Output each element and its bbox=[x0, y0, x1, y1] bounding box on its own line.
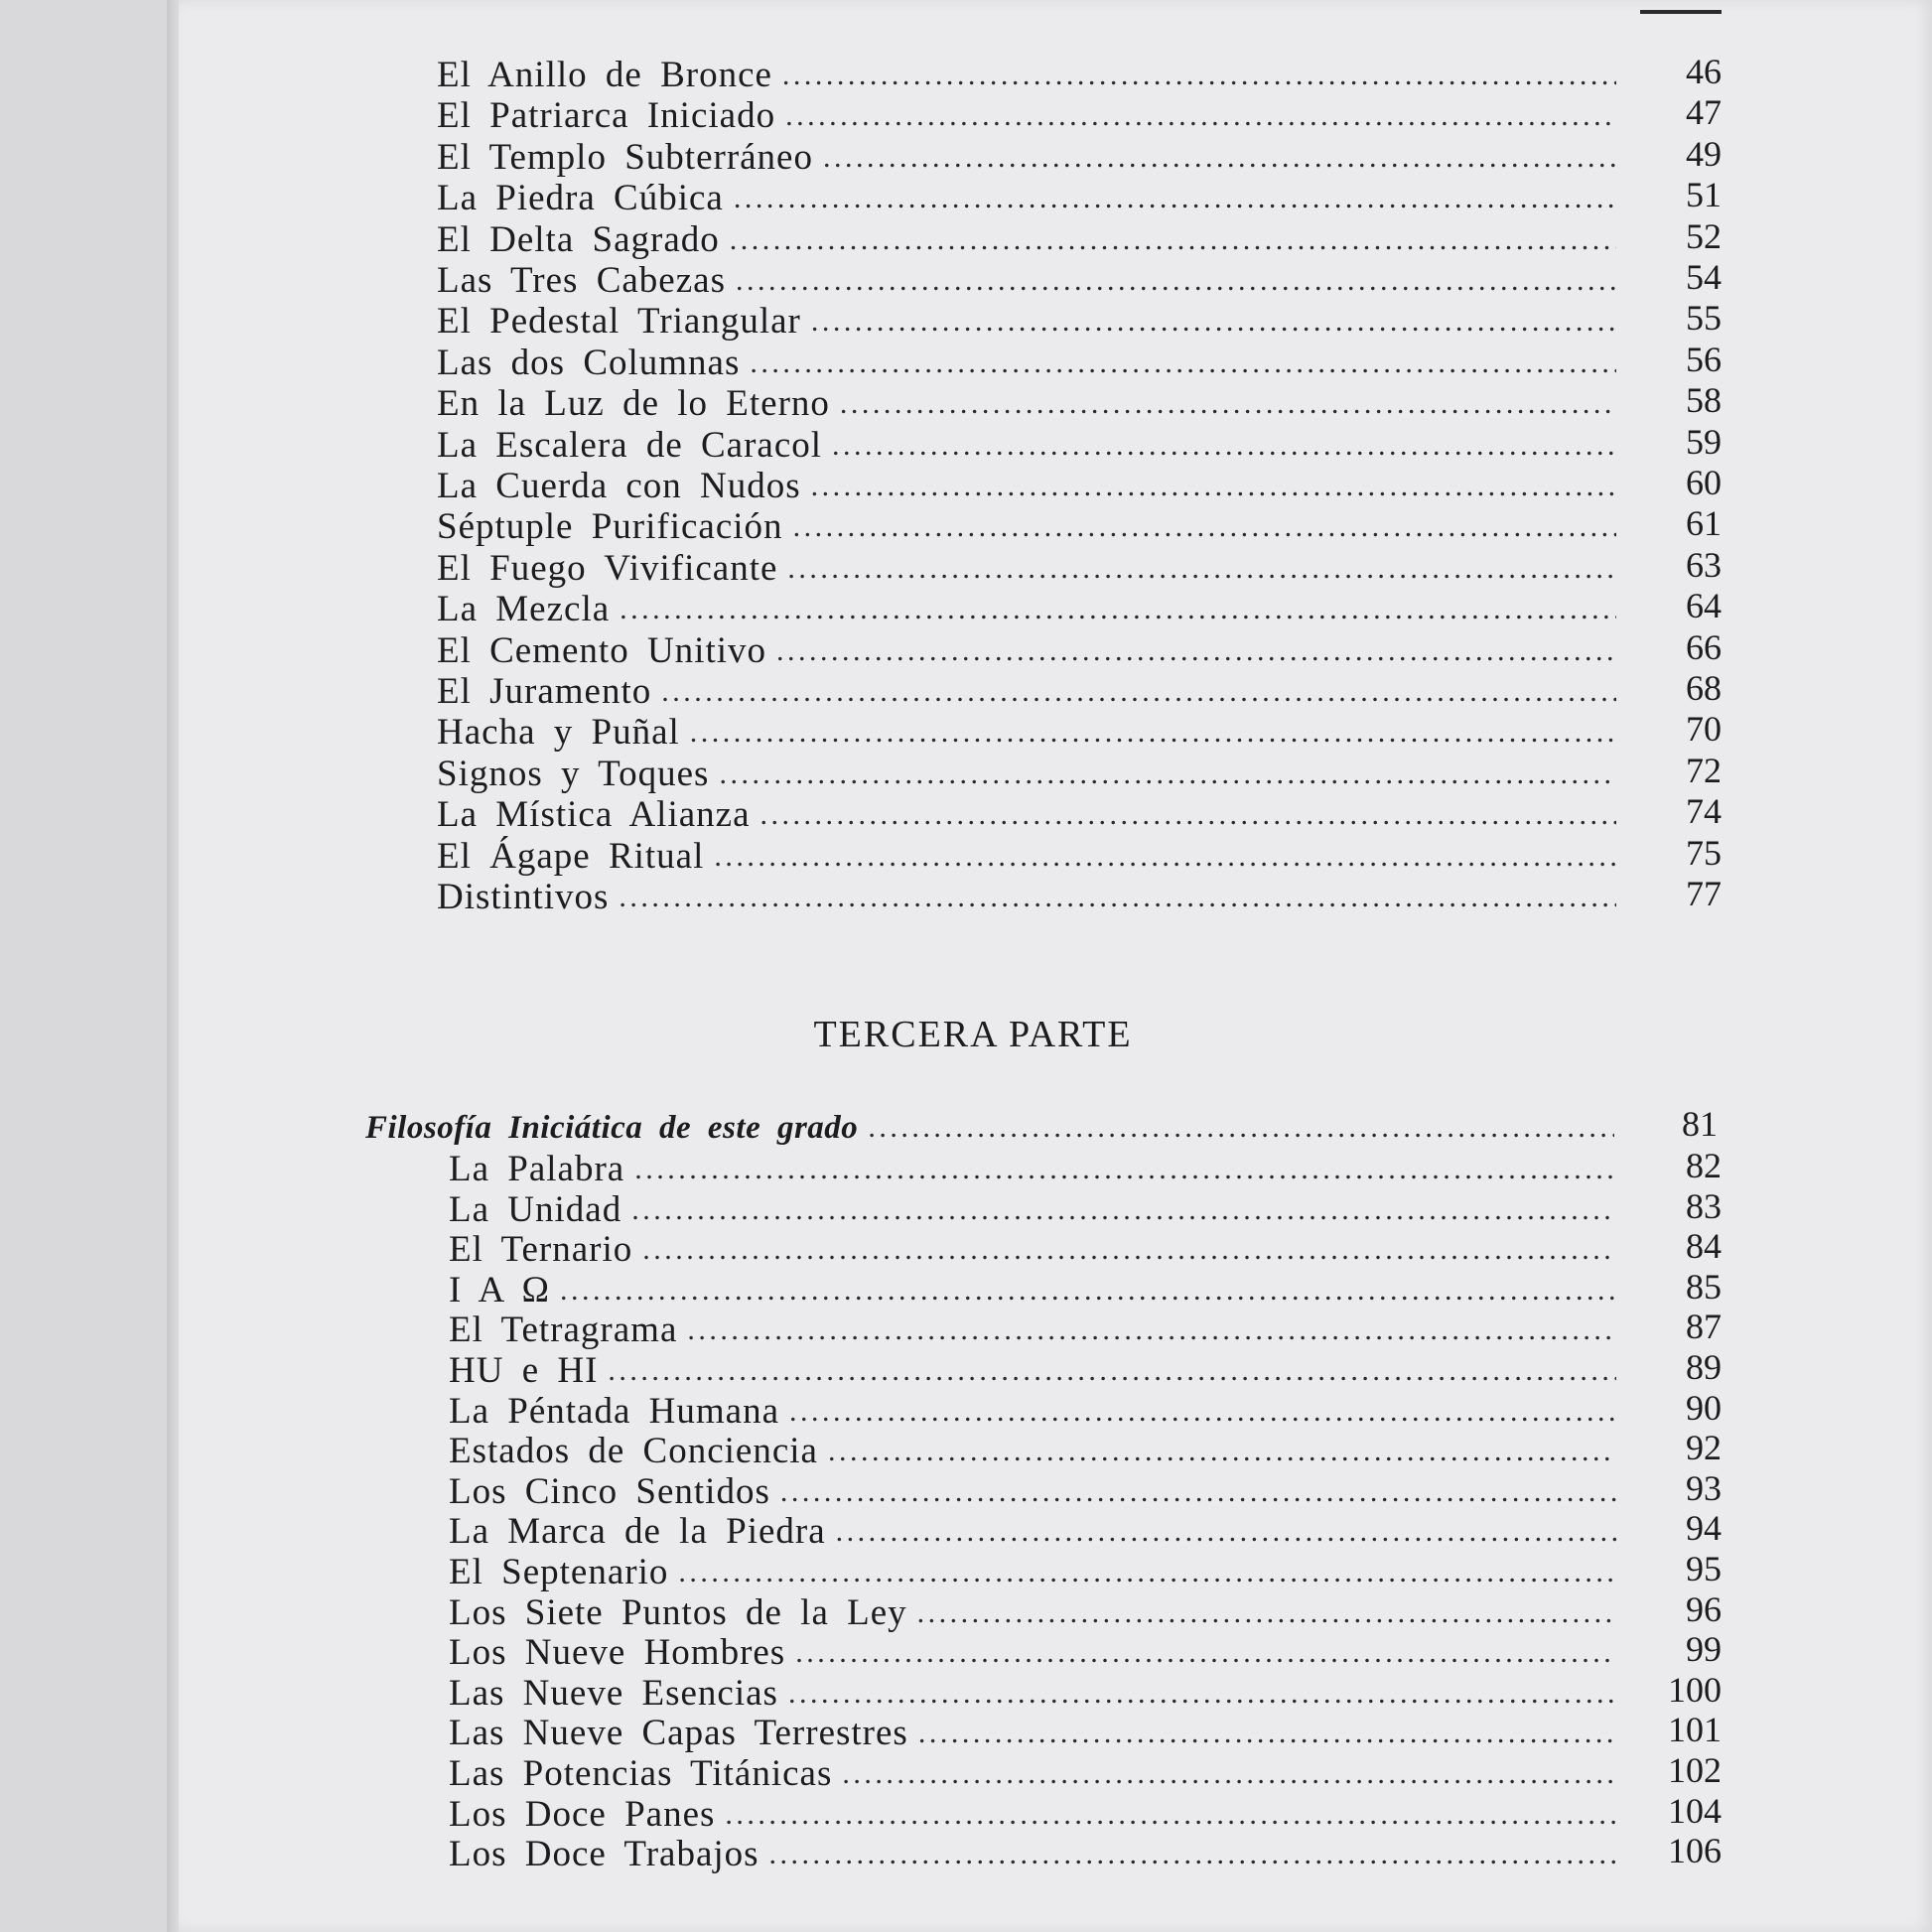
toc-leader-dots bbox=[793, 507, 1616, 547]
toc-leader-dots bbox=[608, 1351, 1616, 1391]
toc-entry bbox=[449, 1230, 1616, 1270]
toc-leader-dots bbox=[868, 1108, 1614, 1148]
toc-leader-dots bbox=[620, 590, 1616, 629]
toc-entry-page: 66 bbox=[1686, 626, 1722, 667]
toc-entry-page: 99 bbox=[1686, 1629, 1722, 1670]
toc-entry bbox=[449, 1271, 1616, 1311]
toc-entry-title: La Unidad bbox=[449, 1188, 622, 1230]
toc-entry-page: 106 bbox=[1668, 1831, 1722, 1871]
toc-entry bbox=[437, 302, 1616, 342]
toc-entry bbox=[449, 1674, 1616, 1714]
toc-entry-title: El Ágape Ritual bbox=[437, 835, 705, 877]
toc-entry-title: La Piedra Cúbica bbox=[437, 178, 724, 219]
toc-entry bbox=[437, 713, 1616, 753]
toc-entry-page: 94 bbox=[1686, 1508, 1722, 1549]
toc-entry-title: El Juramento bbox=[437, 671, 652, 712]
toc-entry-page: 74 bbox=[1686, 791, 1722, 832]
toc-leader-dots bbox=[787, 549, 1616, 589]
toc-entry-title: La Mística Alianza bbox=[437, 794, 751, 836]
toc-entry bbox=[449, 1472, 1616, 1512]
toc-leader-dots bbox=[769, 1835, 1616, 1874]
toc-entry bbox=[437, 755, 1616, 794]
toc-leader-dots bbox=[811, 302, 1616, 342]
toc-leader-dots bbox=[828, 1432, 1616, 1471]
toc-entry bbox=[437, 220, 1616, 260]
toc-leader-dots bbox=[750, 344, 1616, 383]
toc-entry-page: 85 bbox=[1686, 1266, 1722, 1307]
toc-entry-title: El Patriarca Iniciado bbox=[437, 95, 776, 137]
toc-entry-page: 46 bbox=[1686, 52, 1722, 91]
toc-leader-dots bbox=[840, 384, 1616, 424]
toc-entry-page: 61 bbox=[1686, 503, 1722, 544]
toc-leader-dots bbox=[687, 1311, 1616, 1350]
toc-entry bbox=[437, 878, 1616, 917]
toc-entry-title: El Cemento Unitivo bbox=[437, 629, 767, 671]
toc-entry-title: Los Doce Panes bbox=[449, 1793, 716, 1835]
toc-entry-title: Las Tres Cabezas bbox=[437, 260, 726, 301]
toc-entry-page: 92 bbox=[1686, 1428, 1722, 1468]
toc-leader-dots bbox=[917, 1593, 1616, 1633]
toc-entry-page: 96 bbox=[1686, 1588, 1722, 1629]
toc-entry-title: La Escalera de Caracol bbox=[437, 424, 823, 466]
toc-entry-title: Signos y Toques bbox=[437, 753, 710, 794]
toc-entry bbox=[449, 1150, 1616, 1189]
toc-entry-title: La Marca de la Piedra bbox=[449, 1511, 826, 1553]
toc-entry-title: Séptuple Purificación bbox=[437, 506, 783, 548]
toc-entry bbox=[437, 344, 1616, 383]
toc-entry bbox=[449, 1754, 1616, 1794]
toc-entry bbox=[437, 96, 1616, 136]
toc-entry-title: Las Nueve Esencias bbox=[449, 1672, 778, 1714]
toc-entry-title: Las Nueve Capas Terrestres bbox=[449, 1713, 908, 1754]
toc-leader-dots bbox=[634, 1150, 1616, 1189]
toc-entry bbox=[437, 467, 1616, 506]
toc-entry-page: 77 bbox=[1686, 874, 1722, 913]
toc-leader-dots bbox=[560, 1271, 1616, 1311]
toc-entry bbox=[437, 795, 1616, 835]
toc-entry bbox=[449, 1392, 1616, 1432]
toc-entry-title: La Mezcla bbox=[437, 589, 611, 630]
toc-entry bbox=[449, 1593, 1616, 1633]
toc-entry-page: 51 bbox=[1686, 175, 1722, 215]
toc-entry-page: 104 bbox=[1668, 1790, 1722, 1831]
toc-leader-dots bbox=[780, 1472, 1616, 1512]
toc-entry-title: Hacha y Puñal bbox=[437, 712, 680, 754]
toc-entry bbox=[449, 1512, 1616, 1552]
toc-leader-dots bbox=[832, 426, 1616, 466]
toc-entry-title: El Septenario bbox=[449, 1552, 669, 1592]
toc-entry bbox=[437, 426, 1616, 466]
toc-leader-dots bbox=[789, 1392, 1616, 1432]
toc-entry bbox=[437, 631, 1616, 671]
toc-entry-page: 52 bbox=[1686, 215, 1722, 256]
toc-entry-page: 56 bbox=[1686, 339, 1722, 379]
toc-leader-dots bbox=[788, 1674, 1616, 1714]
toc-entry-title: Los Siete Puntos de la Ley bbox=[449, 1591, 907, 1633]
toc-entry-page: 55 bbox=[1686, 298, 1722, 339]
toc-entry-page: 59 bbox=[1686, 421, 1722, 462]
toc-leader-dots bbox=[725, 1795, 1616, 1835]
toc-entry bbox=[449, 1553, 1616, 1592]
toc-leader-dots bbox=[842, 1754, 1616, 1794]
toc-entry-title: Distintivos bbox=[437, 877, 610, 917]
toc-entry-title: I A Ω bbox=[449, 1269, 550, 1311]
toc-entry bbox=[437, 549, 1616, 589]
toc-entry-page: 87 bbox=[1686, 1307, 1722, 1347]
toc-intro-title: Filosofía Iniciática de este grado bbox=[365, 1110, 859, 1146]
toc-entry-title: El Pedestal Triangular bbox=[437, 301, 801, 343]
toc-entry bbox=[437, 384, 1616, 424]
toc-entry bbox=[437, 56, 1616, 95]
toc-leader-dots bbox=[730, 220, 1616, 260]
toc-entry bbox=[437, 590, 1616, 629]
toc-leader-dots bbox=[782, 56, 1616, 95]
toc-entry-page: 93 bbox=[1686, 1467, 1722, 1508]
toc-entry-title: HU e HI bbox=[449, 1350, 599, 1391]
toc-entry-page: 47 bbox=[1686, 92, 1722, 133]
toc-entry-title: El Delta Sagrado bbox=[437, 218, 720, 260]
toc-entry-title: Estados de Conciencia bbox=[449, 1431, 818, 1472]
toc-entry-page: 101 bbox=[1668, 1710, 1722, 1750]
toc-entry-page: 63 bbox=[1686, 544, 1722, 585]
toc-entry-title: El Ternario bbox=[449, 1229, 633, 1271]
toc-leader-dots bbox=[785, 96, 1616, 136]
toc-entry-title: En la Luz de lo Eterno bbox=[437, 383, 830, 425]
toc-intro-row bbox=[365, 1108, 1614, 1148]
toc-entry-page: 54 bbox=[1686, 257, 1722, 297]
toc-leader-dots bbox=[795, 1633, 1616, 1673]
toc-entry-page: 75 bbox=[1686, 832, 1722, 873]
toc-entry-page: 100 bbox=[1668, 1669, 1722, 1710]
toc-entry bbox=[449, 1835, 1616, 1874]
toc-entry-title: Los Doce Trabajos bbox=[449, 1834, 759, 1875]
toc-entry bbox=[449, 1633, 1616, 1673]
toc-entry-page: 83 bbox=[1686, 1185, 1722, 1226]
toc-entry bbox=[449, 1795, 1616, 1835]
corner-rule bbox=[1640, 10, 1722, 14]
toc-entry-page: 58 bbox=[1686, 380, 1722, 421]
toc-leader-dots bbox=[760, 795, 1616, 835]
toc-entry bbox=[437, 138, 1616, 178]
toc-entry bbox=[437, 507, 1616, 547]
toc-leader-dots bbox=[836, 1512, 1616, 1552]
toc-entry-page: 72 bbox=[1686, 750, 1722, 790]
toc-entry-title: Las Potencias Titánicas bbox=[449, 1753, 833, 1794]
toc-entry-page: 102 bbox=[1668, 1750, 1722, 1790]
toc-entry-page: 90 bbox=[1686, 1387, 1722, 1428]
toc-leader-dots bbox=[734, 179, 1616, 218]
toc-entry bbox=[449, 1351, 1616, 1391]
toc-entry-title: El Anillo de Bronce bbox=[437, 55, 772, 95]
toc-leader-dots bbox=[631, 1190, 1616, 1230]
toc-leader-dots bbox=[736, 261, 1616, 301]
toc-entry-page: 89 bbox=[1686, 1347, 1722, 1387]
toc-entry bbox=[449, 1714, 1616, 1753]
toc-entry-title: La Péntada Humana bbox=[449, 1390, 779, 1432]
toc-entry bbox=[449, 1432, 1616, 1471]
toc-entry-page: 82 bbox=[1686, 1146, 1722, 1185]
toc-entry bbox=[437, 837, 1616, 877]
toc-leader-dots bbox=[690, 713, 1616, 753]
toc-entry-page: 60 bbox=[1686, 463, 1722, 502]
toc-leader-dots bbox=[678, 1553, 1616, 1592]
toc-entry-page: 68 bbox=[1686, 668, 1722, 708]
toc-entry-title: El Tetragrama bbox=[449, 1310, 678, 1351]
toc-leader-dots bbox=[661, 672, 1616, 712]
toc-leader-dots bbox=[714, 837, 1616, 877]
toc-leader-dots bbox=[823, 138, 1616, 178]
toc-entry bbox=[437, 672, 1616, 712]
toc-entry-title: Los Cinco Sentidos bbox=[449, 1470, 770, 1512]
toc-entry-page: 64 bbox=[1686, 586, 1722, 626]
toc-entry-title: La Cuerda con Nudos bbox=[437, 466, 801, 506]
toc-entry bbox=[449, 1190, 1616, 1230]
toc-entry bbox=[449, 1311, 1616, 1350]
toc-leader-dots bbox=[776, 631, 1616, 671]
toc-entry-title: Los Nueve Hombres bbox=[449, 1632, 786, 1674]
toc-entry-page: 84 bbox=[1686, 1226, 1722, 1267]
toc-leader-dots bbox=[918, 1714, 1616, 1753]
toc-entry-title: El Templo Subterráneo bbox=[437, 136, 813, 178]
toc-entry-title: La Palabra bbox=[449, 1149, 625, 1189]
toc-entry bbox=[437, 261, 1616, 301]
toc-leader-dots bbox=[619, 878, 1616, 917]
section-heading: TERCERA PARTE bbox=[813, 1014, 1133, 1055]
toc-leader-dots bbox=[811, 467, 1616, 506]
toc-entry-title: El Fuego Vivificante bbox=[437, 547, 778, 589]
toc-entry-page: 49 bbox=[1686, 133, 1722, 174]
toc-entry-page: 95 bbox=[1686, 1549, 1722, 1588]
toc-leader-dots bbox=[719, 755, 1616, 794]
toc-entry-page: 70 bbox=[1686, 709, 1722, 750]
toc-entry bbox=[437, 179, 1616, 218]
toc-intro-page: 81 bbox=[1682, 1104, 1718, 1144]
toc-entry-title: Las dos Columnas bbox=[437, 342, 741, 383]
toc-leader-dots bbox=[642, 1230, 1616, 1270]
